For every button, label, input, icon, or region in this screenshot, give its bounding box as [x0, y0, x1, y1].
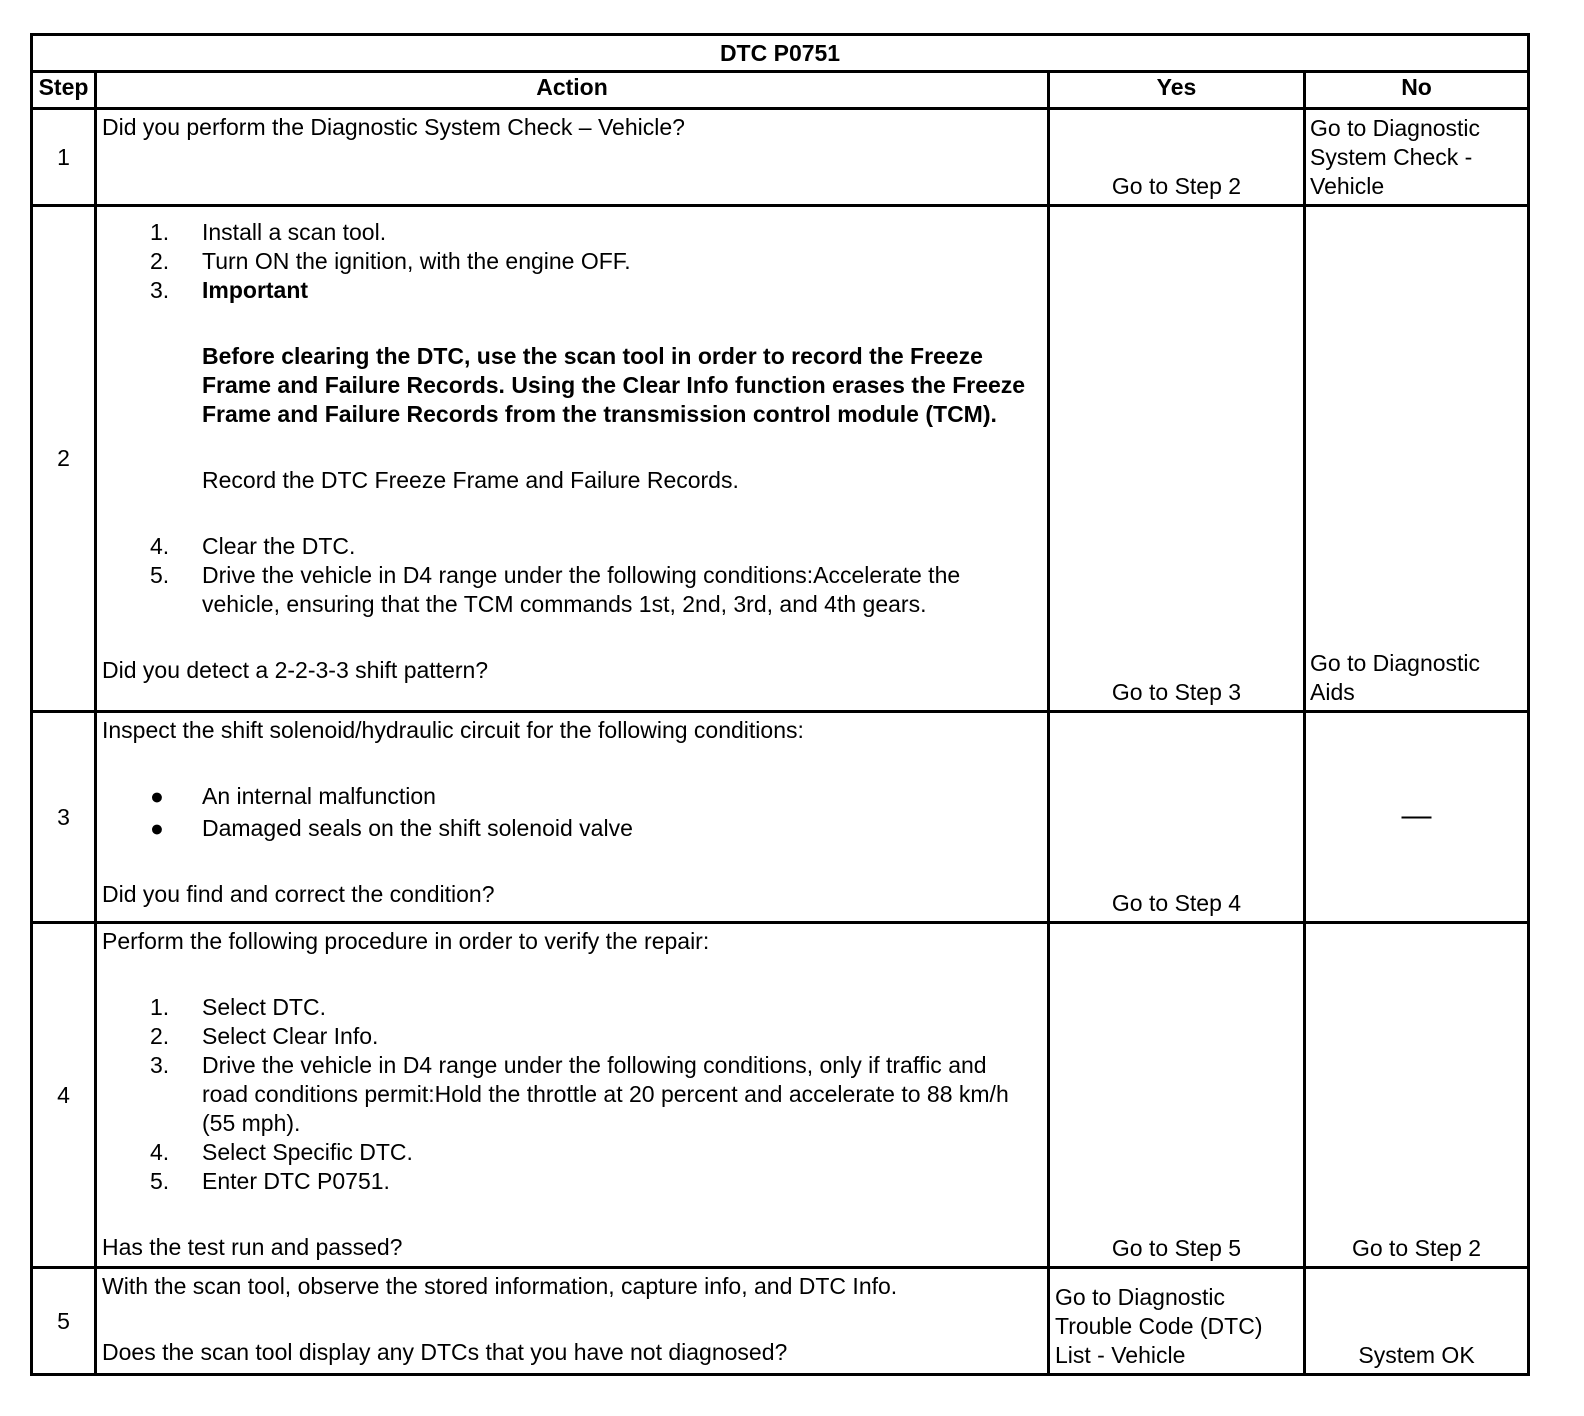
list-item: 5. Enter DTC P0751.: [150, 1168, 390, 1194]
yes-cell: Go to Diagnostic Trouble Code (DTC) List - Vehicle: [1049, 1268, 1305, 1375]
procedure-list: [102, 532, 1041, 619]
table-row: [32, 109, 1529, 206]
list-item: ● An internal malfunction: [102, 782, 1041, 811]
dtc-table: [30, 33, 1530, 1376]
list-item: 4. Clear the DTC.: [150, 533, 356, 559]
header-no: No: [1305, 72, 1529, 109]
step-number: 2: [32, 206, 96, 712]
step-number: 4: [32, 923, 96, 1268]
header-step: Step: [32, 72, 96, 109]
condition-list: [102, 782, 1041, 843]
intro-text: With the scan tool, observe the stored information, capture info, and DTC Info.: [102, 1273, 898, 1299]
list-item: 5. Drive the vehicle in D4 range under the following conditions:Accelerate the vehicle, ensuring that the TCM commands 1st, 2nd, 3rd, and 4th gears.: [150, 562, 961, 617]
question-text: Has the test run and passed?: [102, 1234, 403, 1260]
step-number: 1: [32, 109, 96, 206]
list-item: 3. Drive the vehicle in D4 range under the following conditions, only if traffic and road conditions permit:Hold the throttle at 20 percent and accelerate to 88 km/h (55 mph).: [150, 1052, 1009, 1136]
yes-cell: Go to Step 3: [1049, 206, 1305, 712]
action-cell: [96, 1268, 1049, 1375]
table-row: [32, 712, 1529, 923]
table-row: [32, 923, 1529, 1268]
step-number: 3: [32, 712, 96, 923]
table-row: [32, 206, 1529, 712]
header-row: [32, 72, 1529, 109]
no-cell: Go to Diagnostic Aids: [1305, 206, 1529, 712]
intro-text: Inspect the shift solenoid/hydraulic circuit for the following conditions:: [102, 717, 804, 743]
list-item: 3. Important: [150, 277, 309, 303]
action-cell: [96, 109, 1049, 206]
header-action: Action: [96, 72, 1049, 109]
yes-cell: Go to Step 4: [1049, 712, 1305, 923]
question-text: Does the scan tool display any DTCs that you have not diagnosed?: [102, 1339, 788, 1365]
table-row: [32, 1268, 1529, 1375]
question-text: Did you perform the Diagnostic System Check – Vehicle?: [102, 114, 685, 140]
procedure-list: [102, 993, 1041, 1196]
list-item: 2. Select Clear Info.: [150, 1023, 379, 1049]
yes-cell: Go to Step 5: [1049, 923, 1305, 1268]
action-cell: [96, 712, 1049, 923]
no-cell: Go to Step 2: [1305, 923, 1529, 1268]
list-item: 4. Select Specific DTC.: [150, 1139, 413, 1165]
no-cell: —: [1305, 712, 1529, 923]
action-cell: [96, 206, 1049, 712]
no-cell: System OK: [1305, 1268, 1529, 1375]
bullet-icon: ●: [150, 783, 164, 809]
no-cell: Go to Diagnostic System Check - Vehicle: [1305, 109, 1529, 206]
list-item: 1. Select DTC.: [150, 994, 326, 1020]
procedure-list: [102, 218, 1041, 305]
list-item: 1. Install a scan tool.: [150, 219, 387, 245]
question-text: Did you find and correct the condition?: [102, 881, 495, 907]
important-note: Before clearing the DTC, use the scan tool in order to record the Freeze Frame and Failure Records. Using the Clear Info function erases the Freeze Frame and Failure Records from the transmission control module (TCM).: [202, 343, 1026, 427]
question-text: Did you detect a 2-2-3-3 shift pattern?: [102, 657, 489, 683]
list-item: ● Damaged seals on the shift solenoid valve: [102, 814, 1041, 843]
header-yes: Yes: [1049, 72, 1305, 109]
action-cell: [96, 923, 1049, 1268]
yes-cell: Go to Step 2: [1049, 109, 1305, 206]
table-title: DTC P0751: [32, 35, 1529, 72]
step-number: 5: [32, 1268, 96, 1375]
record-note: Record the DTC Freeze Frame and Failure Records.: [202, 467, 739, 493]
intro-text: Perform the following procedure in order to verify the repair:: [102, 928, 710, 954]
list-item: 2. Turn ON the ignition, with the engine OFF.: [150, 248, 631, 274]
bullet-icon: ●: [150, 815, 164, 841]
